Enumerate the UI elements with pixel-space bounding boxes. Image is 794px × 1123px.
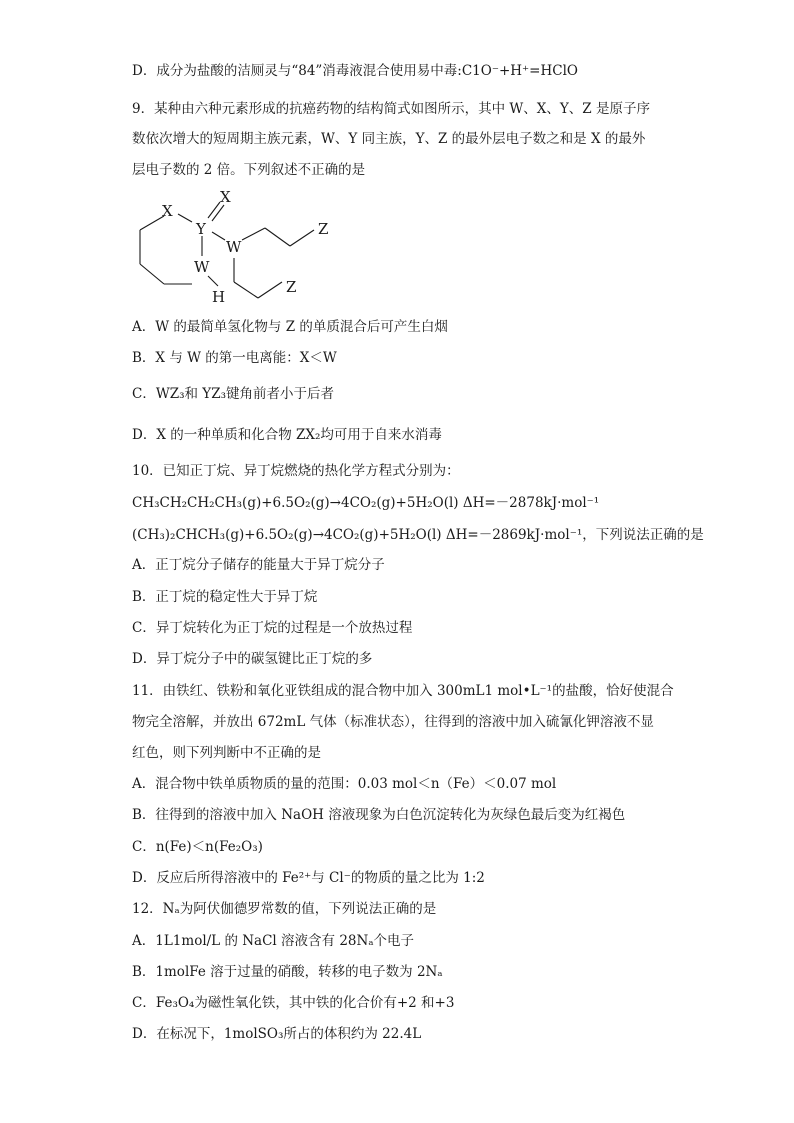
q11-option-d: D．反应后所得溶液中的 Fe²⁺与 Cl⁻的物质的量之比为 1:2	[132, 870, 485, 886]
q9-option-b: B．X 与 W 的第一电离能：X＜W	[132, 350, 337, 366]
atom-x-double: X	[220, 188, 231, 206]
q10-option-b: B．正丁烷的稳定性大于异丁烷	[132, 589, 318, 605]
atom-z-lower: Z	[286, 278, 297, 296]
atom-x-ring: X	[162, 202, 173, 220]
atom-z-upper: Z	[318, 220, 329, 238]
q10-option-c: C．异丁烷转化为正丁烷的过程是一个放热过程	[132, 620, 413, 636]
q9-stem-line3: 层电子数的 2 倍。下列叙述不正确的是	[132, 162, 366, 178]
q12-stem: 12．Nₐ为阿伏伽德罗常数的值，下列说法正确的是	[132, 901, 437, 917]
molecule-structure-diagram	[120, 180, 360, 310]
q12-option-c: C．Fe₃O₄为磁性氧化铁，其中铁的化合价有+2 和+3	[132, 995, 455, 1011]
atom-h: H	[212, 288, 226, 306]
q11-stem-line3: 红色，则下列判断中不正确的是	[132, 745, 321, 761]
q11-stem-line1: 11．由铁红、铁粉和氧化亚铁组成的混合物中加入 300mL1 mol•L⁻¹的盐酸，恰好使混合	[132, 683, 674, 699]
q12-option-b: B．1molFe 溶于过量的硝酸，转移的电子数为 2Nₐ	[132, 964, 443, 980]
q11-option-c: C．n(Fe)＜n(Fe₂O₃)	[132, 839, 263, 855]
q10-option-a: A．正丁烷分子储存的能量大于异丁烷分子	[132, 557, 385, 573]
atom-w-ring: W	[194, 258, 210, 276]
atom-y: Y	[196, 220, 206, 238]
q9-option-c: C．WZ₃和 YZ₃键角前者小于后者	[132, 386, 334, 402]
q9-stem-line2: 数依次增大的短周期主族元素，W、Y 同主族，Y、Z 的最外层电子数之和是 X 的最外	[132, 131, 646, 147]
q11-option-a: A．混合物中铁单质物质的量的范围：0.03 mol＜n（Fe）＜0.07 mol	[132, 776, 557, 792]
q10-equation-1: CH₃CH₂CH₂CH₃(g)+6.5O₂(g)→4CO₂(g)+5H₂O(l) ΔH=－2878kJ·mol⁻¹	[132, 495, 600, 511]
q9-option-a: A．W 的最简单氢化物与 Z 的单质混合后可产生白烟	[132, 319, 448, 335]
q11-stem-line2: 物完全溶解，并放出 672mL 气体（标准状态），往得到的溶液中加入硫氰化钾溶液不显	[132, 714, 654, 730]
q11-option-b: B．往得到的溶液中加入 NaOH 溶液现象为白色沉淀转化为灰绿色最后变为红褐色	[132, 807, 626, 823]
q10-stem: 10．已知正丁烷、异丁烷燃烧的热化学方程式分别为：	[132, 463, 460, 479]
q9-option-d: D．X 的一种单质和化合物 ZX₂均可用于自来水消毒	[132, 427, 442, 443]
q12-option-d: D．在标况下，1molSO₃所占的体积约为 22.4L	[132, 1026, 422, 1042]
q8-option-d: D．成分为盐酸的洁厕灵与“84”消毒液混合使用易中毒:C1O⁻+H⁺=HClO	[132, 63, 578, 79]
structure-svg	[120, 180, 360, 310]
q9-stem-line1: 9．某种由六种元素形成的抗癌药物的结构简式如图所示，其中 W、X、Y、Z 是原子序	[132, 101, 650, 117]
q12-option-a: A．1L1mol/L 的 NaCl 溶液含有 28Nₐ个电子	[132, 933, 415, 949]
q10-option-d: D．异丁烷分子中的碳氢键比正丁烷的多	[132, 651, 373, 667]
q10-equation-2: (CH₃)₂CHCH₃(g)+6.5O₂(g)→4CO₂(g)+5H₂O(l) ΔH=－2869kJ·mol⁻¹，下列说法正确的是	[132, 527, 704, 543]
atom-w-chain: W	[226, 238, 242, 256]
